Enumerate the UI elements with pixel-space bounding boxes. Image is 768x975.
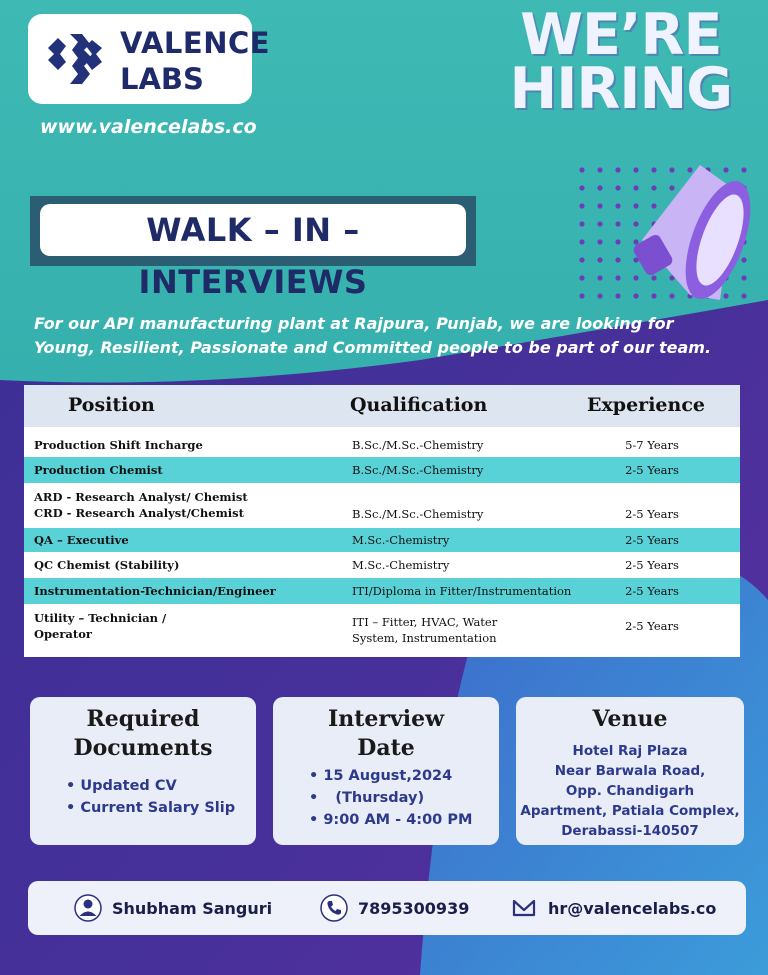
dot (579, 275, 584, 280)
dot (597, 239, 602, 244)
dot (741, 257, 746, 262)
venue-line: Derabassi-140507 (561, 823, 699, 839)
dot (597, 293, 602, 298)
cell-qualification: B.Sc./M.Sc.-Chemistry (352, 507, 484, 521)
dot (633, 275, 638, 280)
header-experience: Experience (587, 394, 705, 416)
cell-position: QA – Executive (34, 533, 129, 547)
cell-position: Production Chemist (34, 463, 163, 477)
cell-qualification-l2: System, Instrumentation (352, 631, 497, 645)
dot (723, 293, 728, 298)
dot (633, 221, 638, 226)
table-row (24, 528, 740, 552)
valence-logo-icon (40, 28, 112, 90)
cell-position: Production Shift Incharge (34, 438, 203, 452)
headline-line2: HIRING (509, 56, 732, 122)
table-row (24, 555, 740, 575)
dot (651, 275, 656, 280)
dot (633, 203, 638, 208)
venue-card (516, 697, 744, 845)
cell-experience: 2-5 Years (625, 463, 679, 477)
cell-qualification: ITI/Diploma in Fitter/Instrumentation (352, 584, 572, 598)
list-item: • Updated CV (66, 775, 235, 797)
dot (669, 185, 674, 190)
cell-position: QC Chemist (Stability) (34, 558, 180, 572)
cell-qualification-l1: ITI – Fitter, HVAC, Water (352, 615, 498, 629)
interview-title-l1: Interview (327, 706, 445, 732)
brand-labs: LABS (120, 62, 204, 96)
documents-title-l2: Documents (73, 735, 213, 761)
documents-list (66, 775, 235, 819)
cell-position: Instrumentation-Technician/Engineer (34, 584, 276, 598)
dot (579, 239, 584, 244)
dot (579, 257, 584, 262)
documents-card (30, 697, 256, 845)
dot (615, 221, 620, 226)
header-position: Position (68, 394, 155, 416)
cell-qualification: M.Sc.-Chemistry (352, 533, 450, 547)
dot (597, 257, 602, 262)
dot (741, 167, 746, 172)
dot (615, 203, 620, 208)
dot (651, 167, 656, 172)
table-row (24, 457, 740, 483)
dot (597, 185, 602, 190)
dot (633, 239, 638, 244)
dot (651, 203, 656, 208)
cell-position-l2: CRD - Research Analyst/Chemist (34, 506, 244, 520)
interview-time: • 9:00 AM - 4:00 PM (309, 809, 472, 831)
cell-experience: 2-5 Years (625, 507, 679, 521)
interview-details (309, 765, 472, 831)
headline-line1: WE’RE (520, 2, 722, 68)
venue-line: Opp. Chandigarh (565, 783, 695, 799)
cell-experience: 2-5 Years (625, 533, 679, 547)
intro-text: For our API manufacturing plant at Rajpura, Punjab, we are looking for Young, Resilient, Passionate and Committed people to be part of our team. (34, 314, 712, 357)
dot (615, 257, 620, 262)
contact-phone[interactable] (320, 895, 469, 921)
cell-position-l2: Operator (34, 627, 92, 641)
dot (687, 167, 692, 172)
dot (633, 167, 638, 172)
dot (579, 293, 584, 298)
person-icon (74, 894, 102, 922)
dot (651, 293, 656, 298)
cell-qualification: B.Sc./M.Sc.-Chemistry (352, 438, 484, 452)
dot (579, 167, 584, 172)
documents-title-l1: Required (86, 706, 200, 732)
venue-line: Apartment, Patiala Complex, (520, 803, 740, 819)
hiring-headline (509, 2, 732, 122)
dot (669, 167, 674, 172)
positions-table (24, 385, 740, 657)
venue-title: Venue (592, 706, 668, 732)
contact-person (74, 895, 272, 921)
mail-icon (510, 894, 538, 922)
interview-date: • 15 August,2024 (309, 765, 472, 787)
table-row (24, 608, 740, 652)
dot (723, 167, 728, 172)
header-qualification: Qualification (350, 394, 488, 416)
interview-day (309, 787, 472, 809)
venue-line: Near Barwala Road, (554, 763, 706, 779)
dot (651, 185, 656, 190)
dot (579, 203, 584, 208)
cell-experience: 5-7 Years (625, 438, 679, 452)
dot (741, 275, 746, 280)
interview-day-text: (Thursday) (335, 790, 425, 806)
cell-experience: 2-5 Years (625, 558, 679, 572)
website-link[interactable]: www.valencelabs.co (40, 116, 257, 138)
dot (597, 275, 602, 280)
venue-line: Hotel Raj Plaza (572, 743, 688, 759)
table-row (24, 487, 740, 527)
phone-icon (320, 894, 348, 922)
list-item: • Current Salary Slip (66, 797, 235, 819)
cell-experience: 2-5 Years (625, 619, 679, 633)
walkin-banner (30, 196, 476, 301)
dot (615, 275, 620, 280)
interview-title-l2: Date (357, 735, 415, 761)
dot (633, 185, 638, 190)
dot (597, 203, 602, 208)
table-row (24, 578, 740, 604)
brand-name: VALENCE (120, 26, 271, 60)
dot (615, 185, 620, 190)
email-address[interactable]: hr@valencelabs.co (548, 898, 717, 918)
dot (633, 293, 638, 298)
dot (615, 167, 620, 172)
table-row (24, 435, 740, 455)
interview-card (273, 697, 499, 845)
dot (579, 185, 584, 190)
dot (615, 239, 620, 244)
dot (615, 293, 620, 298)
cell-position-l1: Utility – Technician / (34, 611, 167, 625)
contact-email[interactable] (510, 895, 716, 921)
dot (579, 221, 584, 226)
phone-number[interactable]: 7895300939 (358, 898, 470, 918)
dot (741, 293, 746, 298)
contact-bar (28, 881, 746, 935)
logo (28, 14, 271, 104)
cell-experience: 2-5 Years (625, 584, 679, 598)
dot (597, 167, 602, 172)
venue-address (516, 741, 744, 841)
cell-position-l1: ARD - Research Analyst/ Chemist (34, 490, 248, 504)
dot (597, 221, 602, 226)
cell-qualification: M.Sc.-Chemistry (352, 558, 450, 572)
cell-qualification: B.Sc./M.Sc.-Chemistry (352, 463, 484, 477)
contact-name: Shubham Sanguri (112, 898, 273, 918)
walkin-title: WALK – IN – INTERVIEWS (40, 204, 466, 256)
dot (669, 293, 674, 298)
